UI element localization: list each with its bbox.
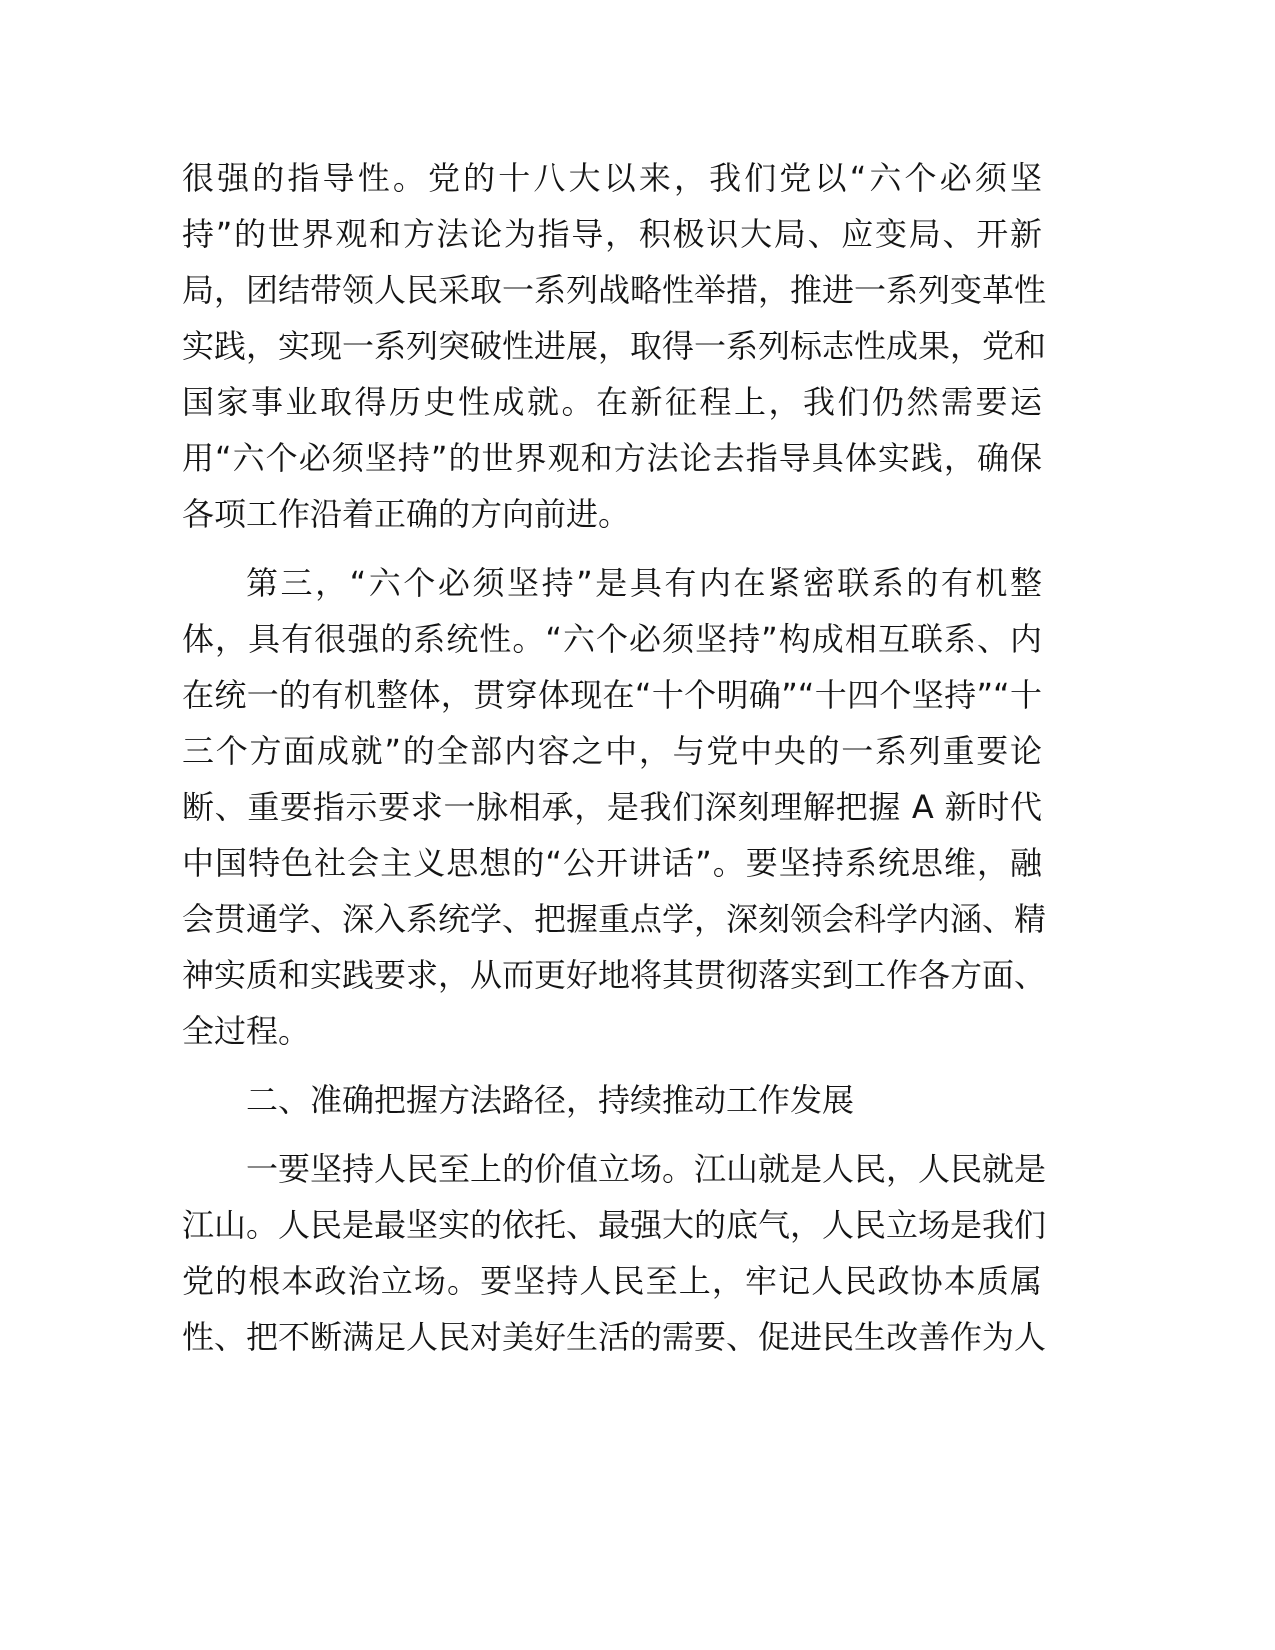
paragraph <box>182 150 1047 542</box>
text-line: 断、重要指示要求一脉相承，是我们深刻理解把握 A 新时代 <box>182 788 1042 826</box>
text-line: 会贯通学、深入系统学、把握重点学，深刻领会科学内涵、精 <box>182 900 1047 938</box>
text-line: 三个方面成就”的全部内容之中，与党中央的一系列重要论 <box>182 732 1042 770</box>
text-line: 体，具有很强的系统性。“六个必须坚持”构成相互联系、内 <box>182 620 1042 658</box>
text-line: 江山。人民是最坚实的依托、最强大的底气，人民立场是我们 <box>182 1206 1047 1244</box>
text-line: 很强的指导性。党的十八大以来，我们党以“六个必须坚 <box>182 159 1042 197</box>
text-line: 在统一的有机整体，贯穿体现在“十个明确”“十四个坚持”“十 <box>182 676 1042 714</box>
paragraph-spacing <box>182 542 1042 555</box>
text-line: 性、把不断满足人民对美好生活的需要、促进民生改善作为人 <box>182 1318 1047 1356</box>
section-heading <box>182 1072 1042 1128</box>
text-line: 第三，“六个必须坚持”是具有内在紧密联系的有机整 <box>246 564 1042 602</box>
text-line: 一要坚持人民至上的价值立场。江山就是人民，人民就是 <box>246 1150 1047 1188</box>
paragraph-spacing <box>182 1128 1042 1141</box>
document-body <box>182 150 1047 1365</box>
text-line: 党的根本政治立场。要坚持人民至上，牢记人民政协本质属 <box>182 1262 1042 1300</box>
text-line: 用“六个必须坚持”的世界观和方法论去指导具体实践，确保 <box>182 439 1042 477</box>
heading-line: 二、准确把握方法路径，持续推动工作发展 <box>246 1081 855 1119</box>
text-line: 中国特色社会主义思想的“公开讲话”。要坚持系统思维，融 <box>182 844 1042 882</box>
text-line: 实践，实现一系列突破性进展，取得一系列标志性成果，党和 <box>182 327 1047 365</box>
paragraph <box>182 555 1047 1059</box>
text-line: 神实质和实践要求，从而更好地将其贯彻落实到工作各方面、 <box>182 956 1047 994</box>
text-line: 各项工作沿着正确的方向前进。 <box>182 495 631 533</box>
text-line: 局，团结带领人民采取一系列战略性举措，推进一系列变革性 <box>182 271 1047 309</box>
paragraph-spacing <box>182 1059 1042 1072</box>
text-line: 国家事业取得历史性成就。在新征程上，我们仍然需要运 <box>182 383 1042 421</box>
text-line: 全过程。 <box>182 1012 311 1050</box>
text-line: 持”的世界观和方法论为指导，积极识大局、应变局、开新 <box>182 215 1042 253</box>
paragraph <box>182 1141 1047 1365</box>
